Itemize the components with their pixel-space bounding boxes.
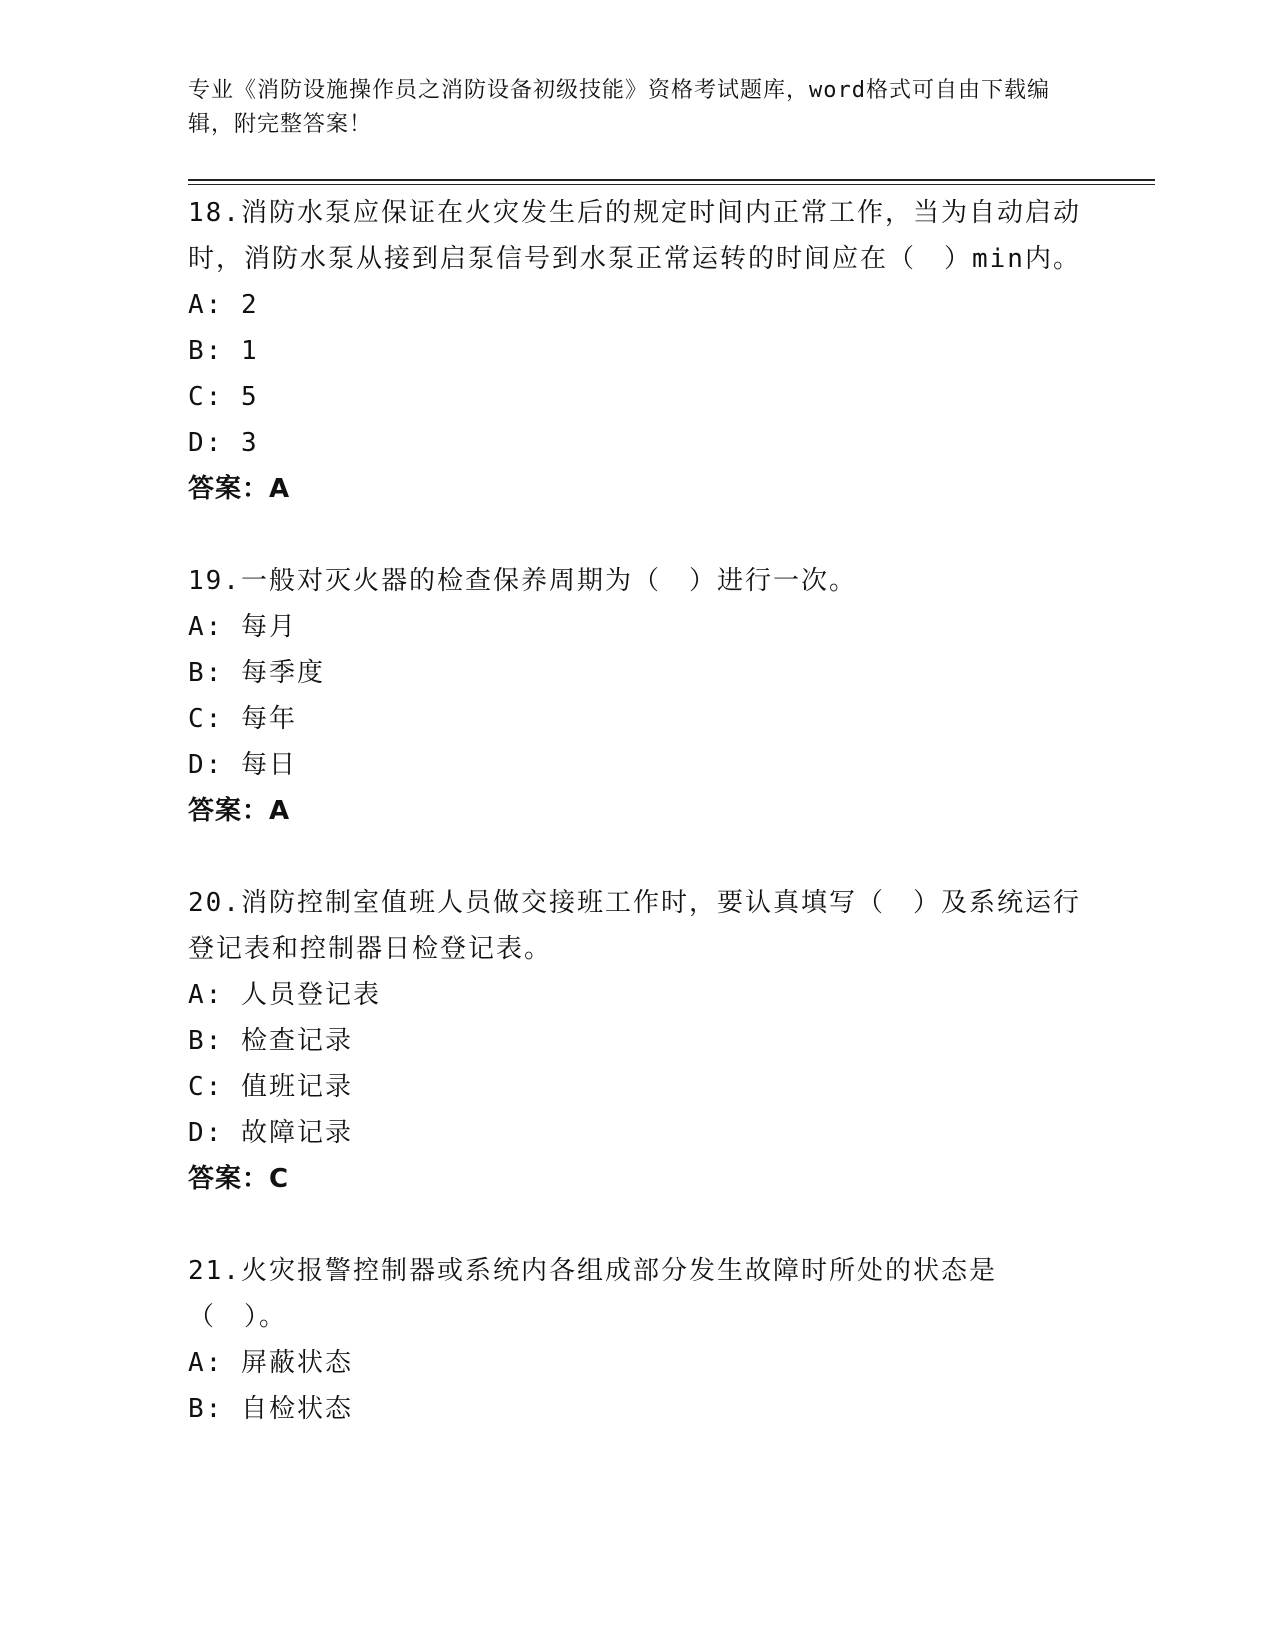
question-text: 19.一般对灭火器的检查保养周期为（ ）进行一次。 <box>188 566 857 596</box>
option-d: D: 每日 <box>188 750 297 780</box>
option-c: C: 值班记录 <box>188 1072 353 1102</box>
option-b: B: 每季度 <box>188 658 325 688</box>
question-18 <box>188 190 1088 512</box>
question-21 <box>188 1248 1088 1432</box>
option-a: A: 2 <box>188 290 259 320</box>
header-divider-top <box>188 179 1155 181</box>
option-c: C: 每年 <box>188 704 297 734</box>
question-20 <box>188 880 1088 1202</box>
option-a: A: 屏蔽状态 <box>188 1348 353 1378</box>
option-d: D: 3 <box>188 428 259 458</box>
option-b: B: 自检状态 <box>188 1394 353 1424</box>
question-text: 20.消防控制室值班人员做交接班工作时，要认真填写（ ）及系统运行登记表和控制器日检登记表。 <box>188 888 1081 964</box>
answer-label: 答案：A <box>188 474 291 504</box>
option-a: A: 人员登记表 <box>188 980 381 1010</box>
question-text: 18.消防水泵应保证在火灾发生后的规定时间内正常工作，当为自动启动时，消防水泵从接到启泵信号到水泵正常运转的时间应在（ ）min内。 <box>188 198 1081 274</box>
header-divider-bottom <box>188 184 1155 185</box>
option-a: A: 每月 <box>188 612 297 642</box>
option-c: C: 5 <box>188 382 259 412</box>
question-text: 21.火灾报警控制器或系统内各组成部分发生故障时所处的状态是（ ）。 <box>188 1256 997 1332</box>
question-list <box>188 190 1088 1478</box>
option-d: D: 故障记录 <box>188 1118 353 1148</box>
document-header: 专业《消防设施操作员之消防设备初级技能》资格考试题库，word格式可自由下载编辑，附完整答案！ <box>188 78 1050 137</box>
answer-label: 答案：C <box>188 1164 290 1194</box>
answer-label: 答案：A <box>188 796 291 826</box>
option-b: B: 检查记录 <box>188 1026 353 1056</box>
question-19 <box>188 558 1088 834</box>
option-b: B: 1 <box>188 336 259 366</box>
